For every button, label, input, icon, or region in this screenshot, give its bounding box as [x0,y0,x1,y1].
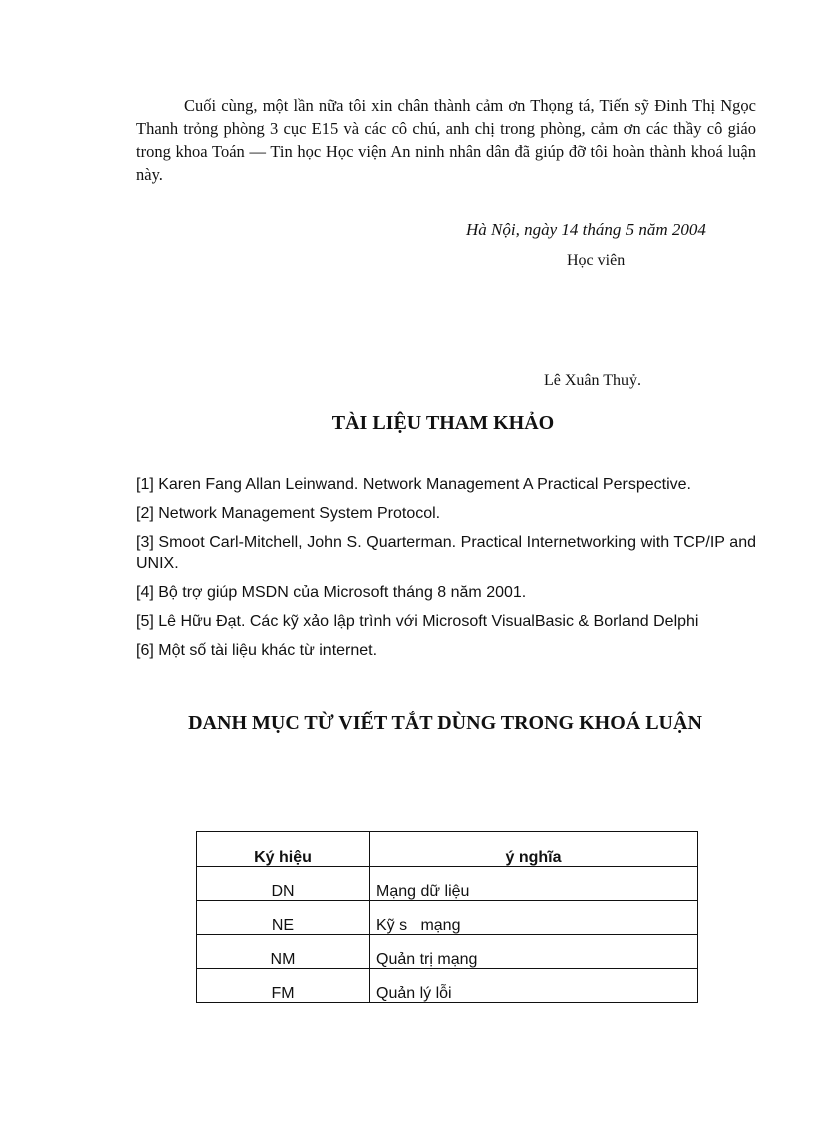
signature-role: Học viên [567,252,626,269]
abbreviations-table [196,831,698,1003]
table-header-row [197,832,698,867]
table-row [197,901,698,935]
column-header-symbol: Ký hiệu [197,832,370,867]
references-list [136,474,756,669]
reference-item: [6] Một số tài liệu khác từ internet. [136,642,378,659]
abbreviations-heading: DANH MỤC TỪ VIẾT TẮT DÙNG TRONG KHOÁ LUẬN [188,712,702,734]
symbol-cell: NE [197,901,370,935]
acknowledgement-paragraph: Cuối cùng, một lần nữa tôi xin chân thành cảm ơn Thọng tá, Tiến sỹ Đinh Thị Ngọc Thanh trỏng phòng 3 cục E15 và các cô chú, anh chị trong phòng, cảm ơn các thầy cô giáo trong khoa Toán — Tin học Học viện An ninh nhân dân đã giúp đỡ tôi hoàn thành khoá luận này. [136,96,756,184]
signature-date: Hà Nội, ngày 14 tháng 5 năm 2004 [466,220,706,239]
meaning-cell: Quản trị mạng [370,935,698,969]
symbol-cell: DN [197,867,370,901]
references-heading: TÀI LIỆU THAM KHẢO [331,412,555,434]
column-header-meaning: ý nghĩa [370,832,698,867]
meaning-cell: Kỹ s mạng [370,901,698,935]
table-row [197,867,698,901]
meaning-cell: Mạng dữ liệu [370,867,698,901]
reference-item: [3] Smoot Carl-Mitchell, John S. Quarterman. Practical Internetworking with TCP/IP and UNIX. [136,534,756,572]
reference-item: [1] Karen Fang Allan Leinwand. Network Management A Practical Perspective. [136,476,691,493]
reference-item: [5] Lê Hữu Đạt. Các kỹ xảo lập trình với Microsoft VisualBasic & Borland Delphi [136,613,699,630]
table-row [197,935,698,969]
reference-item: [4] Bộ trợ giúp MSDN của Microsoft tháng 8 năm 2001. [136,584,527,601]
symbol-cell: FM [197,969,370,1003]
signature-name: Lê Xuân Thuỷ. [544,372,642,389]
reference-item: [2] Network Management System Protocol. [136,505,441,522]
meaning-cell: Quản lý lỗi [370,969,698,1003]
table-row [197,969,698,1003]
symbol-cell: NM [197,935,370,969]
